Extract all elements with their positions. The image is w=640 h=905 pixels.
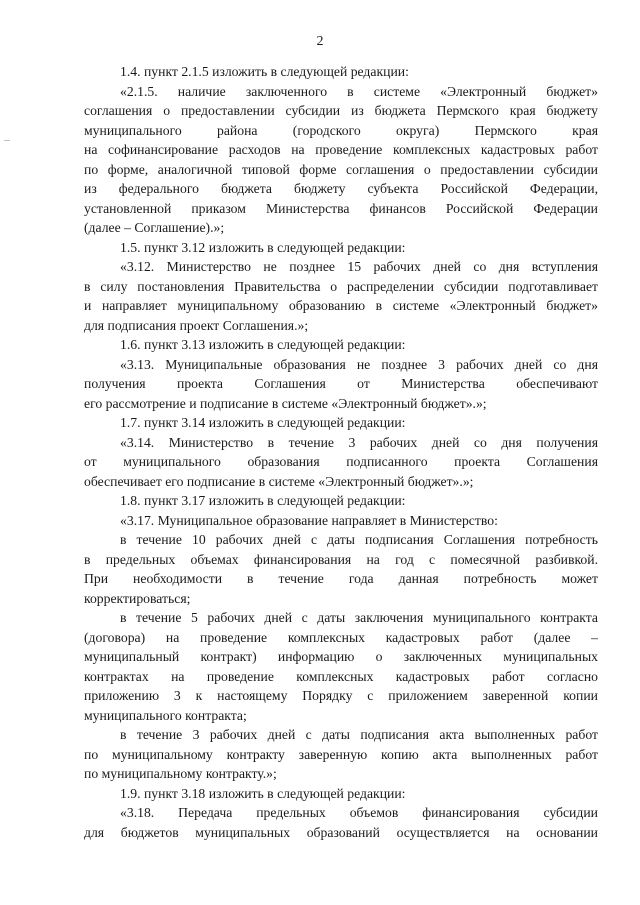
text-line: «3.13. Муниципальные образования не позднее 3 рабочих дней со дня	[120, 356, 598, 372]
text-line: для подписания проект Соглашения.»;	[84, 317, 309, 333]
text-line: 1.5. пункт 3.12 изложить в следующей редакции:	[120, 239, 406, 255]
text-line: в течение 5 рабочих дней с даты заключения муниципального контракта	[120, 610, 598, 625]
text-line: муниципальный контракт) информацию о заключенных муниципальных	[84, 649, 598, 664]
text-line: 1.9. пункт 3.18 изложить в следующей редакции:	[120, 785, 406, 801]
text-line: для бюджетов муниципальных образований осуществляется на основании	[84, 824, 598, 840]
text-line: в предельных объемах финансирования на год с помесячной разбивкой.	[84, 551, 598, 567]
text-line: корректироваться;	[84, 590, 191, 606]
text-line: 1.8. пункт 3.17 изложить в следующей редакции:	[120, 493, 406, 508]
text-line: «3.17. Муниципальное образование направляет в Министерство:	[120, 512, 498, 528]
text-line: от муниципального образования подписанного проекта Соглашения	[84, 454, 598, 469]
document-body	[84, 62, 598, 842]
text-line: получения проекта Соглашения от Министерства обеспечивают	[84, 376, 598, 391]
text-line: 1.6. пункт 3.13 изложить в следующей редакции:	[120, 337, 406, 352]
text-line: и направляет муниципальному образованию в системе «Электронный бюджет»	[84, 298, 598, 313]
text-line: в силу постановления Правительства о распределении субсидии подготавливает	[84, 278, 598, 294]
text-line: по форме, аналогичной типовой форме соглашения о предоставлении субсидии	[84, 161, 598, 177]
margin-mark	[4, 140, 10, 141]
text-line: 1.7. пункт 3.14 изложить в следующей редакции:	[120, 415, 406, 430]
text-line: 1.4. пункт 2.1.5 изложить в следующей редакции:	[120, 64, 409, 79]
text-line: по муниципальному контракту заверенную копию акта выполненных работ	[84, 746, 598, 762]
text-line: «2.1.5. наличие заключенного в системе «Электронный бюджет»	[120, 83, 598, 99]
text-line: его рассмотрение и подписание в системе «Электронный бюджет».»;	[84, 395, 487, 411]
text-line: на софинансирование расходов на проведение комплексных кадастровых работ	[84, 142, 598, 157]
text-line: контрактах на проведение комплексных кадастровых работ согласно	[84, 668, 598, 684]
text-line: из федерального бюджета бюджету субъекта Российской Федерации,	[84, 181, 598, 196]
text-line: «3.12. Министерство не позднее 15 рабочих дней со дня вступления	[120, 259, 598, 274]
text-line: «3.18. Передача предельных объемов финансирования субсидии	[120, 805, 598, 820]
text-line: муниципального района (городского округа) Пермского края	[84, 122, 598, 138]
text-line: муниципального контракта;	[84, 707, 247, 723]
text-line: приложению 3 к настоящему Порядку с приложением заверенной копии	[84, 688, 598, 703]
text-line: «3.14. Министерство в течение 3 рабочих дней со дня получения	[120, 434, 598, 450]
text-line: соглашения о предоставлении субсидии из бюджета Пермского края бюджету	[84, 103, 598, 118]
text-line: по муниципальному контракту.»;	[84, 766, 277, 781]
text-line: (договора) на проведение комплексных кадастровых работ (далее –	[84, 629, 598, 645]
text-line: установленной приказом Министерства финансов Российской Федерации	[84, 200, 598, 216]
text-line: При необходимости в течение года данная потребность может	[84, 571, 598, 586]
text-line: обеспечивает его подписание в системе «Электронный бюджет».»;	[84, 473, 474, 489]
text-line: в течение 3 рабочих дней с даты подписания акта выполненных работ	[120, 727, 598, 742]
page-number: 2	[316, 34, 324, 49]
text-line: в течение 10 рабочих дней с даты подписания Соглашения потребность	[120, 532, 598, 547]
text-line: (далее – Соглашение).»;	[84, 220, 225, 235]
